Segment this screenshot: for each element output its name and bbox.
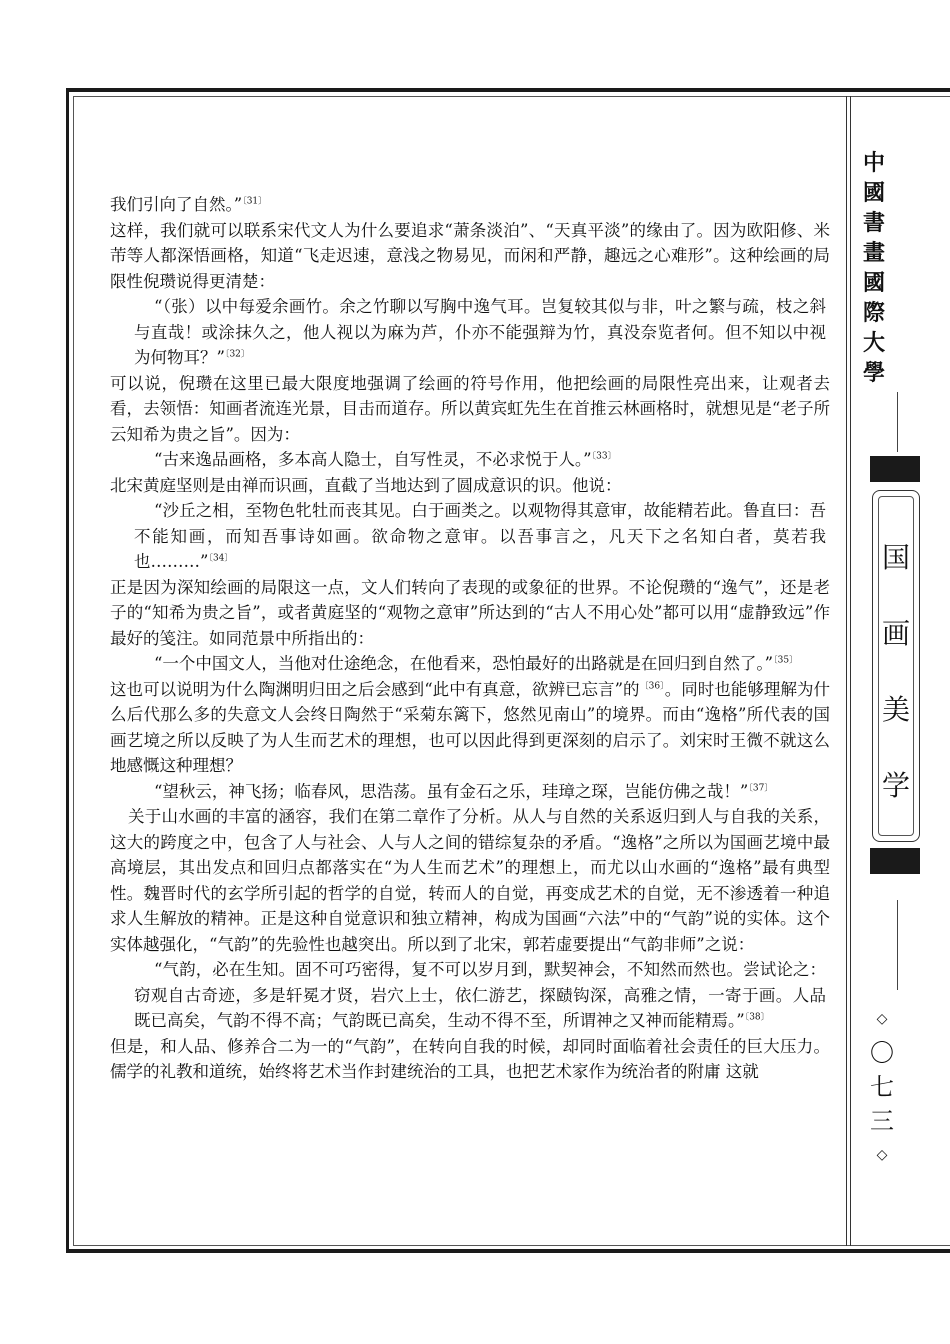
page-number-char: 〇 bbox=[870, 1039, 894, 1067]
block-quote bbox=[110, 651, 830, 677]
institution-char: 學 bbox=[862, 360, 885, 386]
institution-char: 國 bbox=[862, 270, 885, 296]
page-frame-left bbox=[66, 88, 69, 1252]
book-title-char: 国 bbox=[881, 541, 910, 574]
block-quote bbox=[110, 779, 830, 805]
page-frame-inner-top bbox=[73, 96, 950, 97]
quote-text: “沙丘之相，至物色牝牡而丧其见。白于画类之。以观物得其意审，故能精若此。鲁直曰：吾不能知画，而知吾事诗如画。欲命物之意审。以吾事言之，凡天下之名知白者，莫若我也………” bbox=[134, 501, 826, 571]
institution-char: 中 bbox=[862, 150, 885, 176]
footnote-ref: 〔32〕 bbox=[224, 349, 250, 360]
sidebar-divider bbox=[846, 96, 847, 1246]
block-quote bbox=[110, 498, 830, 575]
institution-char: 國 bbox=[862, 180, 885, 206]
paragraph bbox=[110, 1034, 830, 1085]
paragraph-text: 这也可以说明为什么陶渊明归田之后会感到“此中有真意，欲辨已忘言”的 bbox=[110, 679, 640, 699]
footnote-ref: 〔33〕 bbox=[591, 451, 617, 462]
institution-char: 大 bbox=[862, 330, 885, 356]
block-quote bbox=[110, 294, 830, 371]
paragraph bbox=[110, 192, 830, 218]
diamond-ornament-icon: ◇ bbox=[876, 1011, 888, 1027]
footnote-ref: 〔36〕 bbox=[639, 681, 665, 691]
footnote-ref: 〔34〕 bbox=[208, 553, 234, 564]
paragraph-text: 但是，和人品、修养合二为一的“气韵”，在转向自我的时候，却同时面临着社会责任的巨大压力。儒学的礼教和道统，始终将艺术当作封建统治的工具，也把艺术家作为统治者的附庸 这就 bbox=[110, 1036, 830, 1081]
banner-top-bar bbox=[870, 456, 920, 482]
footnote-ref: 〔38〕 bbox=[744, 1012, 770, 1023]
paragraph bbox=[110, 677, 830, 779]
quote-text: “古来逸品画格，多本高人隐士，自写性灵，不必求悦于人。” bbox=[154, 450, 592, 469]
footnote-ref: 〔31〕 bbox=[242, 196, 268, 207]
footnote-ref: 〔35〕 bbox=[773, 655, 799, 666]
diamond-ornament-icon: ◇ bbox=[876, 1147, 888, 1163]
paragraph-text: 我们引向了自然。” bbox=[110, 195, 243, 214]
paragraph-text: 。同时也能够理解为什么后代那么多的失意文人会终日陶然于“采菊东篱下，悠然见南山”的境界。而由“逸格”所代表的国画艺境之所以反映了为人生而艺术的理想，也可以因此得到更深刻的启示了。刘宋时王微不就这么地感慨这种理想？ bbox=[110, 679, 831, 775]
block-quote bbox=[110, 447, 830, 473]
paragraph bbox=[110, 804, 830, 957]
paragraph-text: 关于山水画的丰富的涵容，我们在第二章作了分析。从人与自然的关系返归到人与自我的关系，这大的跨度之中，包含了人与社会、人与人之间的错综复杂的矛盾。“逸格”之所以为国画艺境中最高境层，其出发点和回归点都落实在“为人生而艺术”的理想上，而尤以山水画的“逸格”最有典型性。魏晋时代的玄学所引起的哲学的自觉，转而人的自觉，再变成艺术的自觉，无不渗透着一种追求人生解放的精神。正是这种自觉意识和独立精神，构成为国画“六法”中的“气韵”说的实体。这个实体越强化，“气韵”的先验性也越突出。所以到了北宋，郭若虚要提出“气韵非师”之说： bbox=[110, 807, 830, 954]
book-title-vertical bbox=[872, 520, 920, 824]
quote-text: “望秋云，神飞扬；临春风，思浩荡。虽有金石之乐，珪璋之琛，岂能仿佛之哉！” bbox=[154, 781, 749, 801]
page-frame-inner-bottom bbox=[73, 1245, 950, 1246]
quote-text: “（张）以中每爱余画竹。余之竹聊以写胸中逸气耳。岂复较其似与非，叶之繁与疏，枝之斜与直哉！或涂抹久之，他人视以为麻为芦，仆亦不能强辩为竹，真没奈览者何。但不知以中视为何物耳？” bbox=[134, 297, 826, 367]
block-quote bbox=[110, 957, 830, 1034]
page-number-char: 七 bbox=[870, 1073, 894, 1101]
paragraph bbox=[110, 371, 830, 448]
institution-char: 畫 bbox=[862, 240, 885, 266]
institution-char: 際 bbox=[862, 300, 885, 326]
quote-text: “一个中国文人，当他对仕途绝念，在他看来，恐怕最好的出路就是在回归到自然了。” bbox=[154, 654, 774, 673]
page-frame-inner-left bbox=[73, 96, 74, 1246]
page-body bbox=[110, 192, 830, 1085]
sidebar-rule bbox=[897, 392, 898, 452]
paragraph-text: 北宋黄庭坚则是由禅而识画，直截了当地达到了圆成意识的识。他说： bbox=[110, 475, 622, 495]
banner-bottom-bar bbox=[870, 848, 920, 874]
paragraph-text: 正是因为深知绘画的局限这一点，文人们转向了表现的或象征的世界。不论倪瓒的“逸气”，还是老子的“知希为贵之旨”，或者黄庭坚的“观物之意审”所达到的“古人不用心处”都可以用“虚静致远”作最好的笺注。如同范景中所指出的： bbox=[110, 577, 830, 648]
page-frame-bottom bbox=[66, 1249, 950, 1253]
page-frame-top bbox=[66, 88, 950, 92]
page-number-char: 三 bbox=[870, 1107, 894, 1135]
paragraph bbox=[110, 575, 830, 652]
paragraph bbox=[110, 218, 830, 295]
institution-name-vertical bbox=[859, 148, 889, 388]
institution-char: 書 bbox=[862, 210, 885, 236]
book-title-char: 画 bbox=[881, 617, 910, 650]
paragraph-text: 这样，我们就可以联系宋代文人为什么要追求“萧条淡泊”、“天真平淡”的缘由了。因为欧阳修、米芾等人都深悟画格，知道“飞走迟速，意浅之物易见，而闲和严静，趣远之心难形”。这种绘画的局限性倪瓒说得更清楚： bbox=[110, 220, 830, 291]
book-title-char: 学 bbox=[881, 769, 910, 802]
quote-text: “气韵，必在生知。固不可巧密得，复不可以岁月到，默契神会，不知然而然也。尝试论之：窃观自古奇迹，多是轩冕才贤，岩穴上士，依仁游艺，探赜钩深，高雅之情，一寄于画。人品既已高矣，气韵不得不高；气韵既已高矣，生动不得不至，所谓神之又神而能精焉。” bbox=[134, 960, 826, 1030]
sidebar-rule bbox=[897, 900, 898, 990]
footnote-ref: 〔37〕 bbox=[748, 783, 774, 793]
page-number-vertical bbox=[862, 1002, 902, 1172]
paragraph-text: 可以说，倪瓒在这里已最大限度地强调了绘画的符号作用，他把绘画的局限性亮出来，让观者去看，去领悟：知画者流连光景，目击而道存。所以黄宾虹先生在首推云林画格时，就想见是“老子所云知希为贵之旨”。因为： bbox=[110, 373, 830, 444]
sidebar-divider-secondary bbox=[850, 96, 851, 1246]
paragraph bbox=[110, 473, 830, 499]
book-title-char: 美 bbox=[881, 693, 910, 726]
